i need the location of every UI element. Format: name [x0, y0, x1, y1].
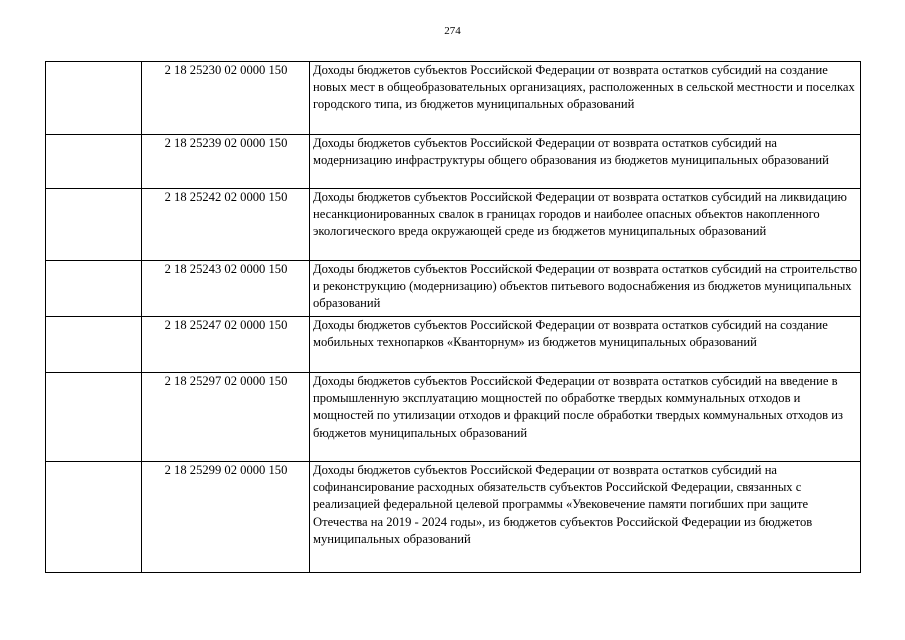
empty-cell — [46, 462, 142, 573]
revenue-description: Доходы бюджетов субъектов Российской Федерации от возврата остатков субсидий на создание новых мест в общеобразовательных организациях, расположенных в сельской местности и поселках городского типа, из бюджетов муниципальных образований — [310, 62, 861, 135]
page-number: 274 — [444, 25, 461, 37]
empty-cell — [46, 189, 142, 261]
revenue-code: 2 18 25230 02 0000 150 — [142, 62, 310, 135]
table-row — [46, 261, 861, 317]
revenue-code: 2 18 25239 02 0000 150 — [142, 135, 310, 189]
empty-cell — [46, 373, 142, 462]
revenue-description: Доходы бюджетов субъектов Российской Федерации от возврата остатков субсидий на софинансирование расходных обязательств субъектов Российской Федерации, связанных с реализацией федеральной целевой программы «Увековечение памяти погибших при защите Отечества на 2019 - 2024 годы», из бюджетов субъектов Российской Федерации из бюджетов муниципальных образований — [310, 462, 861, 573]
revenue-description: Доходы бюджетов субъектов Российской Федерации от возврата остатков субсидий на модернизацию инфраструктуры общего образования из бюджетов муниципальных образований — [310, 135, 861, 189]
table-row — [46, 189, 861, 261]
table-row — [46, 135, 861, 189]
revenue-code: 2 18 25297 02 0000 150 — [142, 373, 310, 462]
revenue-description: Доходы бюджетов субъектов Российской Федерации от возврата остатков субсидий на строительство и реконструкцию (модернизацию) объектов питьевого водоснабжения из бюджетов муниципальных образований — [310, 261, 861, 317]
table-row — [46, 462, 861, 573]
budget-revenue-table — [45, 61, 861, 573]
revenue-description: Доходы бюджетов субъектов Российской Федерации от возврата остатков субсидий на введение в промышленную эксплуатацию мощностей по обработке твердых коммунальных отходов и мощностей по утилизации отходов и фракций после обработки твердых коммунальных отходов из бюджетов муниципальных образований — [310, 373, 861, 462]
table-row — [46, 373, 861, 462]
empty-cell — [46, 62, 142, 135]
revenue-code: 2 18 25243 02 0000 150 — [142, 261, 310, 317]
revenue-description: Доходы бюджетов субъектов Российской Федерации от возврата остатков субсидий на ликвидацию несанкционированных свалок в границах городов и наиболее опасных объектов накопленного экологического вреда окружающей среде из бюджетов муниципальных образований — [310, 189, 861, 261]
empty-cell — [46, 135, 142, 189]
revenue-description: Доходы бюджетов субъектов Российской Федерации от возврата остатков субсидий на создание мобильных технопарков «Кванторнум» из бюджетов муниципальных образований — [310, 317, 861, 373]
empty-cell — [46, 317, 142, 373]
table-row — [46, 62, 861, 135]
revenue-code: 2 18 25242 02 0000 150 — [142, 189, 310, 261]
table-row — [46, 317, 861, 373]
revenue-code: 2 18 25247 02 0000 150 — [142, 317, 310, 373]
empty-cell — [46, 261, 142, 317]
revenue-code: 2 18 25299 02 0000 150 — [142, 462, 310, 573]
